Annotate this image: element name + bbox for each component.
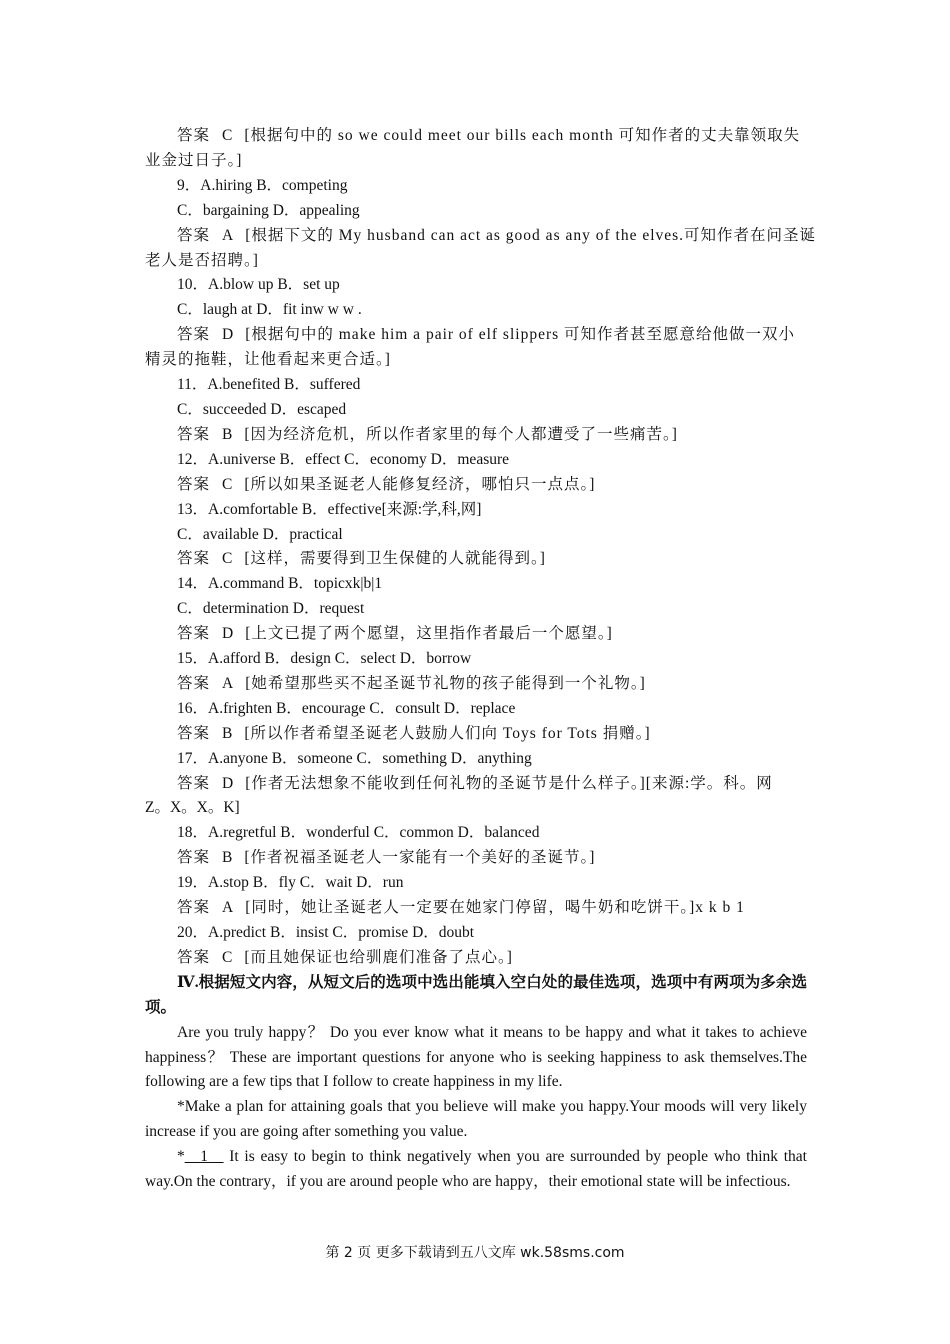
passage-paragraph-1: Are you truly happy？ Do you ever know what it means to be happy and what it takes to achieve happiness？ These are important questions for anyone who is seeking happiness to ask themselves.The following are a few tips that I follow to create happiness in my life.: [145, 1023, 807, 1091]
question-18: 18．A.regretful B．wonderful C．common D．balanced: [177, 824, 540, 842]
answer-8-continued: 业金过日子。]: [145, 151, 243, 169]
page-footer: 第 2 页 更多下载请到五八文库 wk.58sms.com: [325, 1245, 625, 1261]
answer-17: [145, 772, 807, 797]
answer-label: 答案: [177, 674, 211, 692]
answer-explanation: [因为经济危机，所以作者家里的每个人都遭受了一些痛苦。]: [244, 425, 678, 443]
answer-explanation: [这样，需要得到卫生保健的人就能得到。]: [244, 550, 546, 568]
answer-17-continued: Z。X。X。K]: [145, 799, 240, 817]
answer-letter: D: [222, 326, 234, 344]
answer-explanation: [作者无法想象不能收到任何礼物的圣诞节是什么样子。][来源:学。科。网: [245, 774, 773, 792]
answer-label: 答案: [177, 550, 211, 568]
answer-19: [145, 896, 807, 921]
answer-label: 答案: [177, 226, 211, 244]
answer-explanation: [所以如果圣诞老人能修复经济，哪怕只一点点。]: [244, 475, 596, 493]
passage-paragraph-3: [145, 1145, 807, 1195]
answer-label: 答案: [177, 724, 211, 742]
question-11-line2: C．succeeded D．escaped: [177, 400, 347, 418]
answer-label: 答案: [177, 475, 211, 493]
section-4-instruction: Ⅳ.根据短文内容，从短文后的选项中选出能填入空白处的最佳选项，选项中有两项为多余选项。: [145, 973, 807, 1016]
answer-label: 答案: [177, 625, 211, 643]
question-20: 20．A.predict B．insist C．promise D．doubt: [177, 924, 475, 941]
answer-explanation: [根据句中的 make him a pair of elf slippers 可知作者甚至愿意给他做一双小: [245, 326, 796, 344]
answer-13: [145, 547, 807, 572]
answer-8: [145, 124, 807, 149]
answer-letter: D: [222, 625, 234, 643]
answer-label: 答案: [177, 849, 211, 867]
question-14-line2: C．determination D．request: [177, 600, 365, 618]
paragraph-text: It is easy to begin to think negatively when you are surrounded by people who think that way.On the contrary，if you are around people who are happy，their emotional state will be infectious.: [145, 1148, 807, 1191]
answer-letter: B: [222, 724, 233, 742]
answer-letter: B: [222, 849, 233, 867]
answer-14: [145, 622, 807, 647]
answer-11: [145, 423, 807, 448]
answer-explanation: [根据下文的 My husband can act as good as any of the elves.可知作者在问圣诞: [245, 226, 817, 244]
answer-label: 答案: [177, 948, 211, 966]
answer-label: 答案: [177, 774, 211, 792]
question-13-line1: 13．A.comfortable B．effective[来源:学,科,网]: [177, 500, 482, 518]
answer-label: 答案: [177, 899, 211, 917]
answer-15: [145, 672, 807, 697]
passage-paragraph-2: *Make a plan for attaining goals that you believe will make you happy.Your moods will very likely increase if you are going after something you value.: [145, 1098, 807, 1141]
answer-letter: A: [222, 226, 234, 244]
answer-explanation: [上文已提了两个愿望，这里指作者最后一个愿望。]: [245, 625, 613, 643]
answer-explanation: [所以作者希望圣诞老人鼓励人们向 Toys for Tots 捐赠。]: [244, 724, 651, 742]
question-10-line2: C．laugh at D．fit inw w w .: [177, 301, 362, 319]
answer-letter: C: [222, 475, 233, 493]
answer-9-continued: 老人是否招聘。]: [145, 251, 259, 269]
answer-letter: C: [222, 550, 233, 568]
question-13-line2: C．available D．practical: [177, 525, 343, 543]
question-16: 16．A.frighten B．encourage C．consult D．replace: [177, 699, 516, 717]
answer-18: [145, 846, 807, 871]
question-12: 12．A.universe B．effect C．economy D．measure: [177, 450, 510, 468]
answer-10: [145, 323, 807, 348]
answer-label: 答案: [177, 326, 211, 344]
document-body: [145, 124, 817, 1195]
answer-explanation: [她希望那些买不起圣诞节礼物的孩子能得到一个礼物。]: [245, 674, 646, 692]
question-9-line2: C．bargaining D．appealing: [177, 201, 360, 219]
answer-explanation: [同时，她让圣诞老人一定要在她家门停留，喝牛奶和吃饼干。]x k b 1: [245, 899, 745, 917]
answer-label: 答案: [177, 127, 211, 144]
question-15: 15．A.afford B．design C．select D．borrow: [177, 650, 472, 668]
answer-label: 答案: [177, 425, 211, 443]
bullet-star: *: [177, 1148, 185, 1166]
answer-letter: C: [222, 948, 233, 966]
answer-letter: D: [222, 774, 234, 792]
question-19: 19．A.stop B．fly C．wait D．run: [177, 874, 404, 892]
answer-12: [145, 473, 807, 498]
answer-letter: A: [222, 674, 234, 692]
question-11-line1: 11．A.benefited B．suffered: [177, 376, 361, 394]
answer-20: [145, 946, 807, 971]
answer-explanation: [而且她保证也给驯鹿们准备了点心。]: [244, 948, 513, 966]
answer-letter: B: [222, 425, 233, 443]
answer-explanation: [作者祝福圣诞老人一家能有一个美好的圣诞节。]: [244, 849, 596, 867]
question-17: 17．A.anyone B．someone C．something D．anything: [177, 749, 532, 767]
blank-1: __1__: [184, 1148, 224, 1166]
answer-explanation: [根据句中的 so we could meet our bills each month 可知作者的丈夫靠领取失: [244, 127, 801, 144]
question-14-line1: 14．A.command B．topicxk|b|1: [177, 575, 383, 593]
answer-letter: A: [222, 899, 234, 917]
question-9-line1: 9．A.hiring B．competing: [177, 176, 348, 194]
answer-10-continued: 精灵的拖鞋，让他看起来更合适。]: [145, 351, 391, 369]
question-10-line1: 10．A.blow up B．set up: [177, 276, 340, 294]
answer-letter: C: [222, 127, 233, 144]
answer-16: [145, 722, 807, 747]
answer-9: [145, 224, 817, 249]
